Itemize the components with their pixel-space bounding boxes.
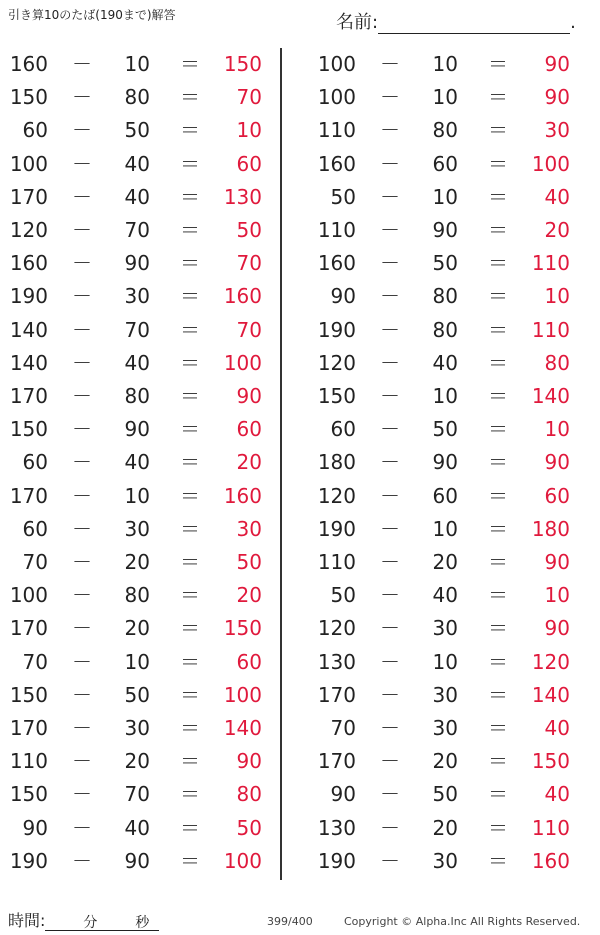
right-minuend: 120 bbox=[317, 483, 356, 508]
right-minuend: 110 bbox=[317, 218, 356, 242]
left-minus-sign: － bbox=[72, 815, 92, 840]
left-answer: 130 bbox=[223, 184, 262, 209]
left-answer: 60 bbox=[236, 649, 262, 674]
left-equals-sign: ＝ bbox=[180, 616, 200, 641]
right-subtrahend: 90 bbox=[432, 450, 458, 475]
problem-row bbox=[0, 214, 600, 247]
left-answer: 50 bbox=[236, 815, 262, 840]
problem-row bbox=[0, 612, 600, 645]
right-subtrahend: 60 bbox=[432, 151, 458, 176]
left-minuend: 100 bbox=[9, 151, 48, 176]
left-minus-sign: － bbox=[72, 682, 92, 707]
left-minus-sign: － bbox=[72, 184, 92, 209]
left-equals-sign: ＝ bbox=[180, 218, 200, 242]
right-answer: 90 bbox=[544, 550, 570, 574]
right-subtrahend: 10 bbox=[432, 52, 458, 76]
problem-row bbox=[0, 280, 600, 313]
problem-row bbox=[0, 646, 600, 679]
left-subtrahend: 40 bbox=[124, 815, 150, 840]
left-minus-sign: － bbox=[72, 85, 92, 110]
left-subtrahend: 80 bbox=[124, 583, 150, 608]
right-answer: 90 bbox=[544, 52, 570, 76]
minutes-label: 分 bbox=[83, 915, 98, 931]
right-subtrahend: 50 bbox=[432, 417, 458, 442]
left-subtrahend: 20 bbox=[124, 616, 150, 641]
left-minuend: 190 bbox=[9, 284, 48, 309]
left-minus-sign: － bbox=[72, 251, 92, 276]
problem-row bbox=[0, 114, 600, 147]
right-minuend: 100 bbox=[317, 85, 356, 110]
left-equals-sign: ＝ bbox=[180, 151, 200, 176]
problem-row bbox=[0, 845, 600, 878]
left-minus-sign: － bbox=[72, 450, 92, 475]
right-equals-sign: ＝ bbox=[488, 350, 508, 375]
right-minus-sign: － bbox=[380, 483, 400, 508]
left-minus-sign: － bbox=[72, 483, 92, 508]
right-equals-sign: ＝ bbox=[488, 716, 508, 740]
worksheet-title: 引き算10のたば(190まで)解答 bbox=[8, 8, 176, 22]
left-minus-sign: － bbox=[72, 716, 92, 740]
left-answer: 100 bbox=[223, 682, 262, 707]
right-subtrahend: 30 bbox=[432, 716, 458, 740]
left-answer: 160 bbox=[223, 483, 262, 508]
right-answer: 30 bbox=[544, 118, 570, 143]
left-answer: 100 bbox=[223, 848, 262, 873]
right-answer: 10 bbox=[544, 284, 570, 309]
right-answer: 120 bbox=[531, 649, 570, 674]
left-answer: 20 bbox=[236, 450, 262, 475]
right-minuend: 110 bbox=[317, 118, 356, 143]
left-equals-sign: ＝ bbox=[180, 52, 200, 76]
left-minuend: 170 bbox=[9, 616, 48, 641]
left-minuend: 90 bbox=[22, 815, 48, 840]
left-equals-sign: ＝ bbox=[180, 184, 200, 209]
left-equals-sign: ＝ bbox=[180, 848, 200, 873]
left-minus-sign: － bbox=[72, 417, 92, 442]
left-subtrahend: 90 bbox=[124, 848, 150, 873]
left-subtrahend: 80 bbox=[124, 85, 150, 110]
right-minus-sign: － bbox=[380, 184, 400, 209]
right-answer: 60 bbox=[544, 483, 570, 508]
left-subtrahend: 80 bbox=[124, 384, 150, 408]
name-field bbox=[336, 8, 576, 34]
right-minus-sign: － bbox=[380, 350, 400, 375]
right-minus-sign: － bbox=[380, 716, 400, 740]
right-minus-sign: － bbox=[380, 516, 400, 541]
left-minus-sign: － bbox=[72, 350, 92, 375]
left-equals-sign: ＝ bbox=[180, 350, 200, 375]
right-subtrahend: 30 bbox=[432, 616, 458, 641]
right-subtrahend: 20 bbox=[432, 550, 458, 574]
right-answer: 40 bbox=[544, 184, 570, 209]
right-equals-sign: ＝ bbox=[488, 682, 508, 707]
name-dot: . bbox=[570, 12, 576, 33]
right-equals-sign: ＝ bbox=[488, 118, 508, 143]
right-minus-sign: － bbox=[380, 616, 400, 641]
right-equals-sign: ＝ bbox=[488, 284, 508, 309]
left-minuend: 170 bbox=[9, 483, 48, 508]
problem-row bbox=[0, 446, 600, 479]
right-subtrahend: 10 bbox=[432, 184, 458, 209]
left-minuend: 140 bbox=[9, 317, 48, 342]
right-minuend: 130 bbox=[317, 649, 356, 674]
left-minuend: 150 bbox=[9, 85, 48, 110]
right-subtrahend: 20 bbox=[432, 749, 458, 774]
left-answer: 70 bbox=[236, 317, 262, 342]
left-equals-sign: ＝ bbox=[180, 649, 200, 674]
problem-row bbox=[0, 778, 600, 811]
left-minuend: 110 bbox=[9, 749, 48, 774]
left-minuend: 170 bbox=[9, 384, 48, 408]
right-equals-sign: ＝ bbox=[488, 815, 508, 840]
right-subtrahend: 10 bbox=[432, 649, 458, 674]
time-underline bbox=[45, 912, 159, 931]
problem-row bbox=[0, 712, 600, 745]
right-minuend: 110 bbox=[317, 550, 356, 574]
right-equals-sign: ＝ bbox=[488, 483, 508, 508]
left-subtrahend: 20 bbox=[124, 749, 150, 774]
right-minuend: 130 bbox=[317, 815, 356, 840]
left-equals-sign: ＝ bbox=[180, 384, 200, 408]
right-answer: 90 bbox=[544, 450, 570, 475]
right-minuend: 160 bbox=[317, 251, 356, 276]
right-minus-sign: － bbox=[380, 749, 400, 774]
right-minuend: 160 bbox=[317, 151, 356, 176]
time-label: 時間: bbox=[8, 911, 46, 930]
right-equals-sign: ＝ bbox=[488, 384, 508, 408]
right-equals-sign: ＝ bbox=[488, 516, 508, 541]
left-equals-sign: ＝ bbox=[180, 550, 200, 574]
right-minus-sign: － bbox=[380, 682, 400, 707]
left-subtrahend: 90 bbox=[124, 417, 150, 442]
left-answer: 50 bbox=[236, 550, 262, 574]
left-minus-sign: － bbox=[72, 616, 92, 641]
right-equals-sign: ＝ bbox=[488, 251, 508, 276]
right-minus-sign: － bbox=[380, 649, 400, 674]
left-equals-sign: ＝ bbox=[180, 284, 200, 309]
left-equals-sign: ＝ bbox=[180, 749, 200, 774]
right-minuend: 170 bbox=[317, 749, 356, 774]
left-answer: 90 bbox=[236, 384, 262, 408]
left-minuend: 70 bbox=[22, 550, 48, 574]
name-label: 名前: bbox=[336, 12, 379, 33]
left-minuend: 160 bbox=[9, 52, 48, 76]
right-subtrahend: 80 bbox=[432, 284, 458, 309]
right-answer: 100 bbox=[531, 151, 570, 176]
left-minus-sign: － bbox=[72, 749, 92, 774]
left-minuend: 150 bbox=[9, 682, 48, 707]
right-minuend: 190 bbox=[317, 317, 356, 342]
left-answer: 100 bbox=[223, 350, 262, 375]
right-answer: 110 bbox=[531, 317, 570, 342]
left-minus-sign: － bbox=[72, 151, 92, 176]
left-equals-sign: ＝ bbox=[180, 815, 200, 840]
problem-row bbox=[0, 380, 600, 413]
problem-row bbox=[0, 314, 600, 347]
right-answer: 10 bbox=[544, 583, 570, 608]
problem-row bbox=[0, 480, 600, 513]
right-answer: 90 bbox=[544, 616, 570, 641]
left-answer: 70 bbox=[236, 85, 262, 110]
left-answer: 150 bbox=[223, 52, 262, 76]
left-subtrahend: 50 bbox=[124, 118, 150, 143]
right-minuend: 120 bbox=[317, 350, 356, 375]
left-equals-sign: ＝ bbox=[180, 85, 200, 110]
right-equals-sign: ＝ bbox=[488, 317, 508, 342]
right-answer: 160 bbox=[531, 848, 570, 873]
left-answer: 30 bbox=[236, 516, 262, 541]
right-minus-sign: － bbox=[380, 384, 400, 408]
left-answer: 60 bbox=[236, 151, 262, 176]
right-answer: 140 bbox=[531, 384, 570, 408]
left-subtrahend: 70 bbox=[124, 218, 150, 242]
right-subtrahend: 10 bbox=[432, 85, 458, 110]
seconds-label: 秒 bbox=[135, 915, 150, 931]
left-minus-sign: － bbox=[72, 218, 92, 242]
left-subtrahend: 30 bbox=[124, 516, 150, 541]
left-minus-sign: － bbox=[72, 317, 92, 342]
problem-row bbox=[0, 579, 600, 612]
left-equals-sign: ＝ bbox=[180, 682, 200, 707]
right-equals-sign: ＝ bbox=[488, 749, 508, 774]
problem-row bbox=[0, 413, 600, 446]
left-minuend: 100 bbox=[9, 583, 48, 608]
right-minuend: 90 bbox=[330, 782, 356, 807]
left-minuend: 190 bbox=[9, 848, 48, 873]
problem-row bbox=[0, 148, 600, 181]
right-answer: 90 bbox=[544, 85, 570, 110]
right-minus-sign: － bbox=[380, 218, 400, 242]
right-subtrahend: 30 bbox=[432, 682, 458, 707]
right-minuend: 90 bbox=[330, 284, 356, 309]
left-minus-sign: － bbox=[72, 52, 92, 76]
right-equals-sign: ＝ bbox=[488, 450, 508, 475]
left-subtrahend: 10 bbox=[124, 483, 150, 508]
right-minus-sign: － bbox=[380, 284, 400, 309]
left-answer: 80 bbox=[236, 782, 262, 807]
right-equals-sign: ＝ bbox=[488, 52, 508, 76]
right-subtrahend: 60 bbox=[432, 483, 458, 508]
right-minuend: 50 bbox=[330, 184, 356, 209]
right-minuend: 50 bbox=[330, 583, 356, 608]
right-subtrahend: 10 bbox=[432, 384, 458, 408]
left-subtrahend: 50 bbox=[124, 682, 150, 707]
left-answer: 70 bbox=[236, 251, 262, 276]
left-subtrahend: 30 bbox=[124, 716, 150, 740]
right-minus-sign: － bbox=[380, 815, 400, 840]
left-minus-sign: － bbox=[72, 384, 92, 408]
left-minuend: 160 bbox=[9, 251, 48, 276]
right-minus-sign: － bbox=[380, 151, 400, 176]
right-subtrahend: 40 bbox=[432, 350, 458, 375]
right-answer: 20 bbox=[544, 218, 570, 242]
left-subtrahend: 90 bbox=[124, 251, 150, 276]
right-equals-sign: ＝ bbox=[488, 550, 508, 574]
left-answer: 50 bbox=[236, 218, 262, 242]
left-equals-sign: ＝ bbox=[180, 782, 200, 807]
problem-row bbox=[0, 81, 600, 114]
left-equals-sign: ＝ bbox=[180, 251, 200, 276]
right-minuend: 60 bbox=[330, 417, 356, 442]
right-answer: 110 bbox=[531, 815, 570, 840]
left-minuend: 60 bbox=[22, 118, 48, 143]
left-minus-sign: － bbox=[72, 649, 92, 674]
problem-row bbox=[0, 679, 600, 712]
left-equals-sign: ＝ bbox=[180, 516, 200, 541]
right-minus-sign: － bbox=[380, 417, 400, 442]
left-minuend: 60 bbox=[22, 450, 48, 475]
right-minus-sign: － bbox=[380, 251, 400, 276]
right-equals-sign: ＝ bbox=[488, 616, 508, 641]
left-answer: 160 bbox=[223, 284, 262, 309]
left-minuend: 150 bbox=[9, 782, 48, 807]
right-minuend: 170 bbox=[317, 682, 356, 707]
problem-row bbox=[0, 812, 600, 845]
left-minus-sign: － bbox=[72, 284, 92, 309]
left-minuend: 170 bbox=[9, 184, 48, 209]
right-equals-sign: ＝ bbox=[488, 583, 508, 608]
left-subtrahend: 40 bbox=[124, 450, 150, 475]
left-equals-sign: ＝ bbox=[180, 450, 200, 475]
right-minus-sign: － bbox=[380, 550, 400, 574]
left-minus-sign: － bbox=[72, 550, 92, 574]
problem-row bbox=[0, 247, 600, 280]
right-equals-sign: ＝ bbox=[488, 218, 508, 242]
right-equals-sign: ＝ bbox=[488, 85, 508, 110]
left-subtrahend: 40 bbox=[124, 350, 150, 375]
left-answer: 60 bbox=[236, 417, 262, 442]
right-subtrahend: 20 bbox=[432, 815, 458, 840]
right-minus-sign: － bbox=[380, 52, 400, 76]
right-minus-sign: － bbox=[380, 848, 400, 873]
right-answer: 140 bbox=[531, 682, 570, 707]
left-minuend: 140 bbox=[9, 350, 48, 375]
left-equals-sign: ＝ bbox=[180, 716, 200, 740]
left-subtrahend: 40 bbox=[124, 151, 150, 176]
left-minuend: 150 bbox=[9, 417, 48, 442]
left-minuend: 70 bbox=[22, 649, 48, 674]
left-equals-sign: ＝ bbox=[180, 417, 200, 442]
problem-row bbox=[0, 181, 600, 214]
right-subtrahend: 40 bbox=[432, 583, 458, 608]
left-minus-sign: － bbox=[72, 583, 92, 608]
left-subtrahend: 10 bbox=[124, 52, 150, 76]
right-equals-sign: ＝ bbox=[488, 848, 508, 873]
left-minuend: 170 bbox=[9, 716, 48, 740]
left-minus-sign: － bbox=[72, 516, 92, 541]
copyright: Copyright © Alpha.Inc All Rights Reserved. bbox=[344, 915, 581, 928]
left-answer: 140 bbox=[223, 716, 262, 740]
left-equals-sign: ＝ bbox=[180, 317, 200, 342]
left-minus-sign: － bbox=[72, 782, 92, 807]
right-subtrahend: 30 bbox=[432, 848, 458, 873]
left-subtrahend: 20 bbox=[124, 550, 150, 574]
right-minuend: 120 bbox=[317, 616, 356, 641]
right-minus-sign: － bbox=[380, 782, 400, 807]
right-minuend: 180 bbox=[317, 450, 356, 475]
right-answer: 150 bbox=[531, 749, 570, 774]
right-minuend: 100 bbox=[317, 52, 356, 76]
right-answer: 80 bbox=[544, 350, 570, 375]
right-answer: 10 bbox=[544, 417, 570, 442]
left-minus-sign: － bbox=[72, 118, 92, 143]
left-minuend: 120 bbox=[9, 218, 48, 242]
right-equals-sign: ＝ bbox=[488, 417, 508, 442]
right-subtrahend: 80 bbox=[432, 118, 458, 143]
time-field bbox=[8, 908, 159, 931]
left-subtrahend: 40 bbox=[124, 184, 150, 209]
right-subtrahend: 50 bbox=[432, 251, 458, 276]
left-subtrahend: 70 bbox=[124, 782, 150, 807]
right-equals-sign: ＝ bbox=[488, 184, 508, 209]
left-minuend: 60 bbox=[22, 516, 48, 541]
problem-row bbox=[0, 347, 600, 380]
left-equals-sign: ＝ bbox=[180, 583, 200, 608]
left-subtrahend: 10 bbox=[124, 649, 150, 674]
right-minuend: 70 bbox=[330, 716, 356, 740]
right-minuend: 190 bbox=[317, 516, 356, 541]
right-subtrahend: 50 bbox=[432, 782, 458, 807]
right-equals-sign: ＝ bbox=[488, 782, 508, 807]
problem-row bbox=[0, 48, 600, 81]
right-answer: 180 bbox=[531, 516, 570, 541]
right-answer: 110 bbox=[531, 251, 570, 276]
left-answer: 10 bbox=[236, 118, 262, 143]
right-minus-sign: － bbox=[380, 583, 400, 608]
right-equals-sign: ＝ bbox=[488, 649, 508, 674]
page-number: 399/400 bbox=[267, 915, 313, 928]
right-subtrahend: 10 bbox=[432, 516, 458, 541]
right-minus-sign: － bbox=[380, 317, 400, 342]
right-equals-sign: ＝ bbox=[488, 151, 508, 176]
right-subtrahend: 80 bbox=[432, 317, 458, 342]
left-answer: 150 bbox=[223, 616, 262, 641]
right-subtrahend: 90 bbox=[432, 218, 458, 242]
left-answer: 20 bbox=[236, 583, 262, 608]
left-answer: 90 bbox=[236, 749, 262, 774]
problem-row bbox=[0, 546, 600, 579]
right-minuend: 150 bbox=[317, 384, 356, 408]
left-subtrahend: 70 bbox=[124, 317, 150, 342]
name-underline bbox=[378, 15, 570, 34]
left-minus-sign: － bbox=[72, 848, 92, 873]
problem-row bbox=[0, 513, 600, 546]
right-minuend: 190 bbox=[317, 848, 356, 873]
right-answer: 40 bbox=[544, 782, 570, 807]
problem-row bbox=[0, 745, 600, 778]
left-equals-sign: ＝ bbox=[180, 483, 200, 508]
right-minus-sign: － bbox=[380, 85, 400, 110]
right-minus-sign: － bbox=[380, 450, 400, 475]
left-equals-sign: ＝ bbox=[180, 118, 200, 143]
right-answer: 40 bbox=[544, 716, 570, 740]
left-subtrahend: 30 bbox=[124, 284, 150, 309]
right-minus-sign: － bbox=[380, 118, 400, 143]
